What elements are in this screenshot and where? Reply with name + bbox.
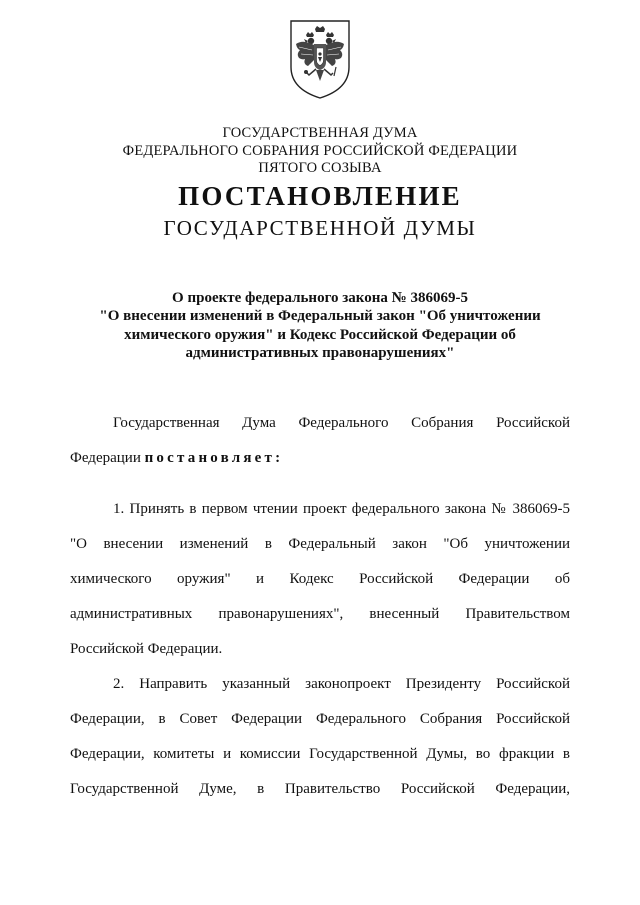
parliament-header xyxy=(0,125,640,178)
clause-line: 1. Принять в первом чтении проект федерального закона № 386069-5 xyxy=(113,501,570,517)
header-line-2: ФЕДЕРАЛЬНОГО СОБРАНИЯ РОССИЙСКОЙ ФЕДЕРАЦИИ xyxy=(122,142,518,159)
preamble-line xyxy=(70,447,570,469)
subject-line: химического оружия" и Кодекс Российской Федерации об xyxy=(124,326,516,343)
decree-subject xyxy=(80,289,560,362)
clause-line: административных правонарушениях", внесенный Правительством xyxy=(70,606,570,622)
document-title: ПОСТАНОВЛЕНИЕ xyxy=(178,181,462,211)
subject-line: административных правонарушениях" xyxy=(185,344,455,361)
preamble-text: Федерации xyxy=(70,450,145,466)
resolves-keyword: постановляет: xyxy=(144,450,284,466)
document-subtitle: ГОСУДАРСТВЕННОЙ ДУМЫ xyxy=(163,216,477,240)
clause-2-paragraph xyxy=(70,673,570,800)
header-line-1: ГОСУДАРСТВЕННАЯ ДУМА xyxy=(222,125,418,141)
subject-line: О проекте федерального закона № 386069-5 xyxy=(172,290,468,306)
clause-line: химического оружия" и Кодекс Российской Федерации об xyxy=(70,571,570,587)
preamble-paragraph xyxy=(70,412,570,469)
clause-1-paragraph xyxy=(70,498,570,660)
clause-line: Российской Федерации. xyxy=(70,641,223,657)
subject-line: "О внесении изменений в Федеральный закон "Об уничтожении xyxy=(99,308,541,325)
clause-line: Федерации, комитеты и комиссии Государственной Думы, во фракции в xyxy=(70,746,570,762)
preamble-line: Государственная Дума Федерального Собрания Российской xyxy=(113,415,570,431)
double-headed-eagle-emblem-icon xyxy=(287,17,353,101)
clause-line: Государственной Думе, в Правительство Российской Федерации, xyxy=(70,781,570,797)
clause-line: "О внесении изменений в Федеральный закон "Об уничтожении xyxy=(70,536,570,552)
clause-line: Федерации, в Совет Федерации Федерального Собрания Российской xyxy=(70,711,570,727)
header-line-3: ПЯТОГО СОЗЫВА xyxy=(258,160,382,176)
clause-line: 2. Направить указанный законопроект Президенту Российской xyxy=(113,676,570,692)
